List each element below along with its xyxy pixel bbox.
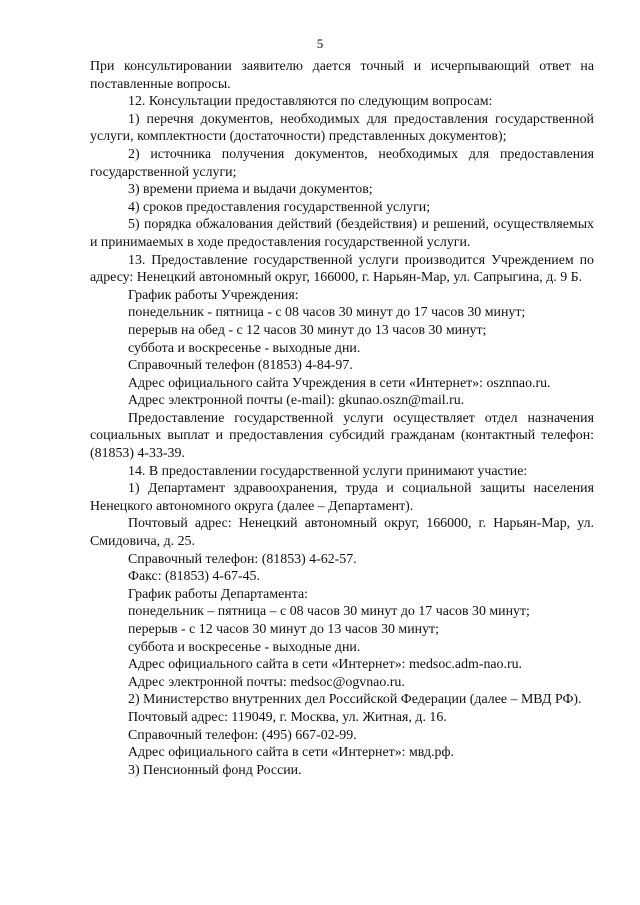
paragraph: Справочный телефон (81853) 4-84-97. [128, 358, 353, 374]
paragraph: Адрес официального сайта в сети «Интернет»: мвд.рф. [128, 745, 454, 761]
paragraph: 2) источника получения документов, необходимых для предоставления государственной услуги; [90, 146, 594, 180]
paragraph: Адрес официального сайта в сети «Интернет»: medsoc.adm-nao.ru. [128, 657, 523, 673]
paragraph: 13. Предоставление государственной услуги производится Учреждением по адресу: Ненецкий автономный округ, 166000, г. Нарьян-Мар, ул. Сапрыгина, д. 9 Б. [90, 252, 594, 286]
paragraph: 14. В предоставлении государственной услуги принимают участие: [128, 463, 528, 479]
paragraph: понедельник – пятница – с 08 часов 30 минут до 17 часов 30 минут; [128, 604, 530, 620]
paragraph: понедельник - пятница - с 08 часов 30 минут до 17 часов 30 минут; [128, 305, 526, 321]
paragraph: 12. Консультации предоставляются по следующим вопросам: [128, 94, 493, 110]
paragraph: Почтовый адрес: 119049, г. Москва, ул. Житная, д. 16. [128, 709, 447, 725]
page-number: 5 [316, 36, 324, 51]
paragraph: Адрес электронной почты (e-mail): gkunao.oszn@mail.ru. [128, 393, 465, 409]
paragraph: Факс: (81853) 4-67-45. [128, 569, 260, 585]
document-body [90, 58, 594, 779]
paragraph: Адрес электронной почты: medsoc@ogvnao.ru. [128, 674, 405, 690]
paragraph: При консультировании заявителю дается точный и исчерпывающий ответ на поставленные вопросы. [90, 59, 594, 92]
paragraph: График работы Департамента: [128, 586, 308, 602]
paragraph: 1) перечня документов, необходимых для предоставления государственной услуги, комплектности (достаточности) представленных документов); [90, 111, 594, 145]
paragraph: Справочный телефон: (495) 667-02-99. [128, 727, 357, 743]
paragraph: Почтовый адрес: Ненецкий автономный округ, 166000, г. Нарьян-Мар, ул. Смидовича, д. 25. [90, 516, 594, 550]
paragraph: суббота и воскресенье - выходные дни. [128, 340, 361, 356]
paragraph: 3) времени приема и выдачи документов; [128, 182, 373, 198]
paragraph: суббота и воскресенье - выходные дни. [128, 639, 361, 655]
paragraph: Адрес официального сайта Учреждения в сети «Интернет»: osznnao.ru. [128, 375, 551, 391]
paragraph: 5) порядка обжалования действий (бездействия) и решений, осуществляемых и принимаемых в ходе предоставления государственной услуги. [90, 217, 594, 250]
paragraph: перерыв на обед - с 12 часов 30 минут до 13 часов 30 минут; [128, 322, 487, 338]
paragraph: График работы Учреждения: [128, 287, 299, 303]
paragraph: Справочный телефон: (81853) 4-62-57. [128, 551, 357, 567]
paragraph: 4) сроков предоставления государственной услуги; [128, 199, 431, 215]
paragraph: перерыв - с 12 часов 30 минут до 13 часов 30 минут; [128, 622, 439, 637]
paragraph: 3) Пенсионный фонд России. [128, 762, 302, 778]
paragraph: 1) Департамент здравоохранения, труда и социальной защиты населения Ненецкого автономного округа (далее – Департамент). [90, 481, 594, 514]
paragraph: 2) Министерство внутренних дел Российской Федерации (далее – МВД РФ). [128, 692, 582, 708]
paragraph: Предоставление государственной услуги осуществляет отдел назначения социальных выплат и предоставления субсидий гражданам (контактный телефон: (81853) 4-33-39. [90, 410, 594, 462]
